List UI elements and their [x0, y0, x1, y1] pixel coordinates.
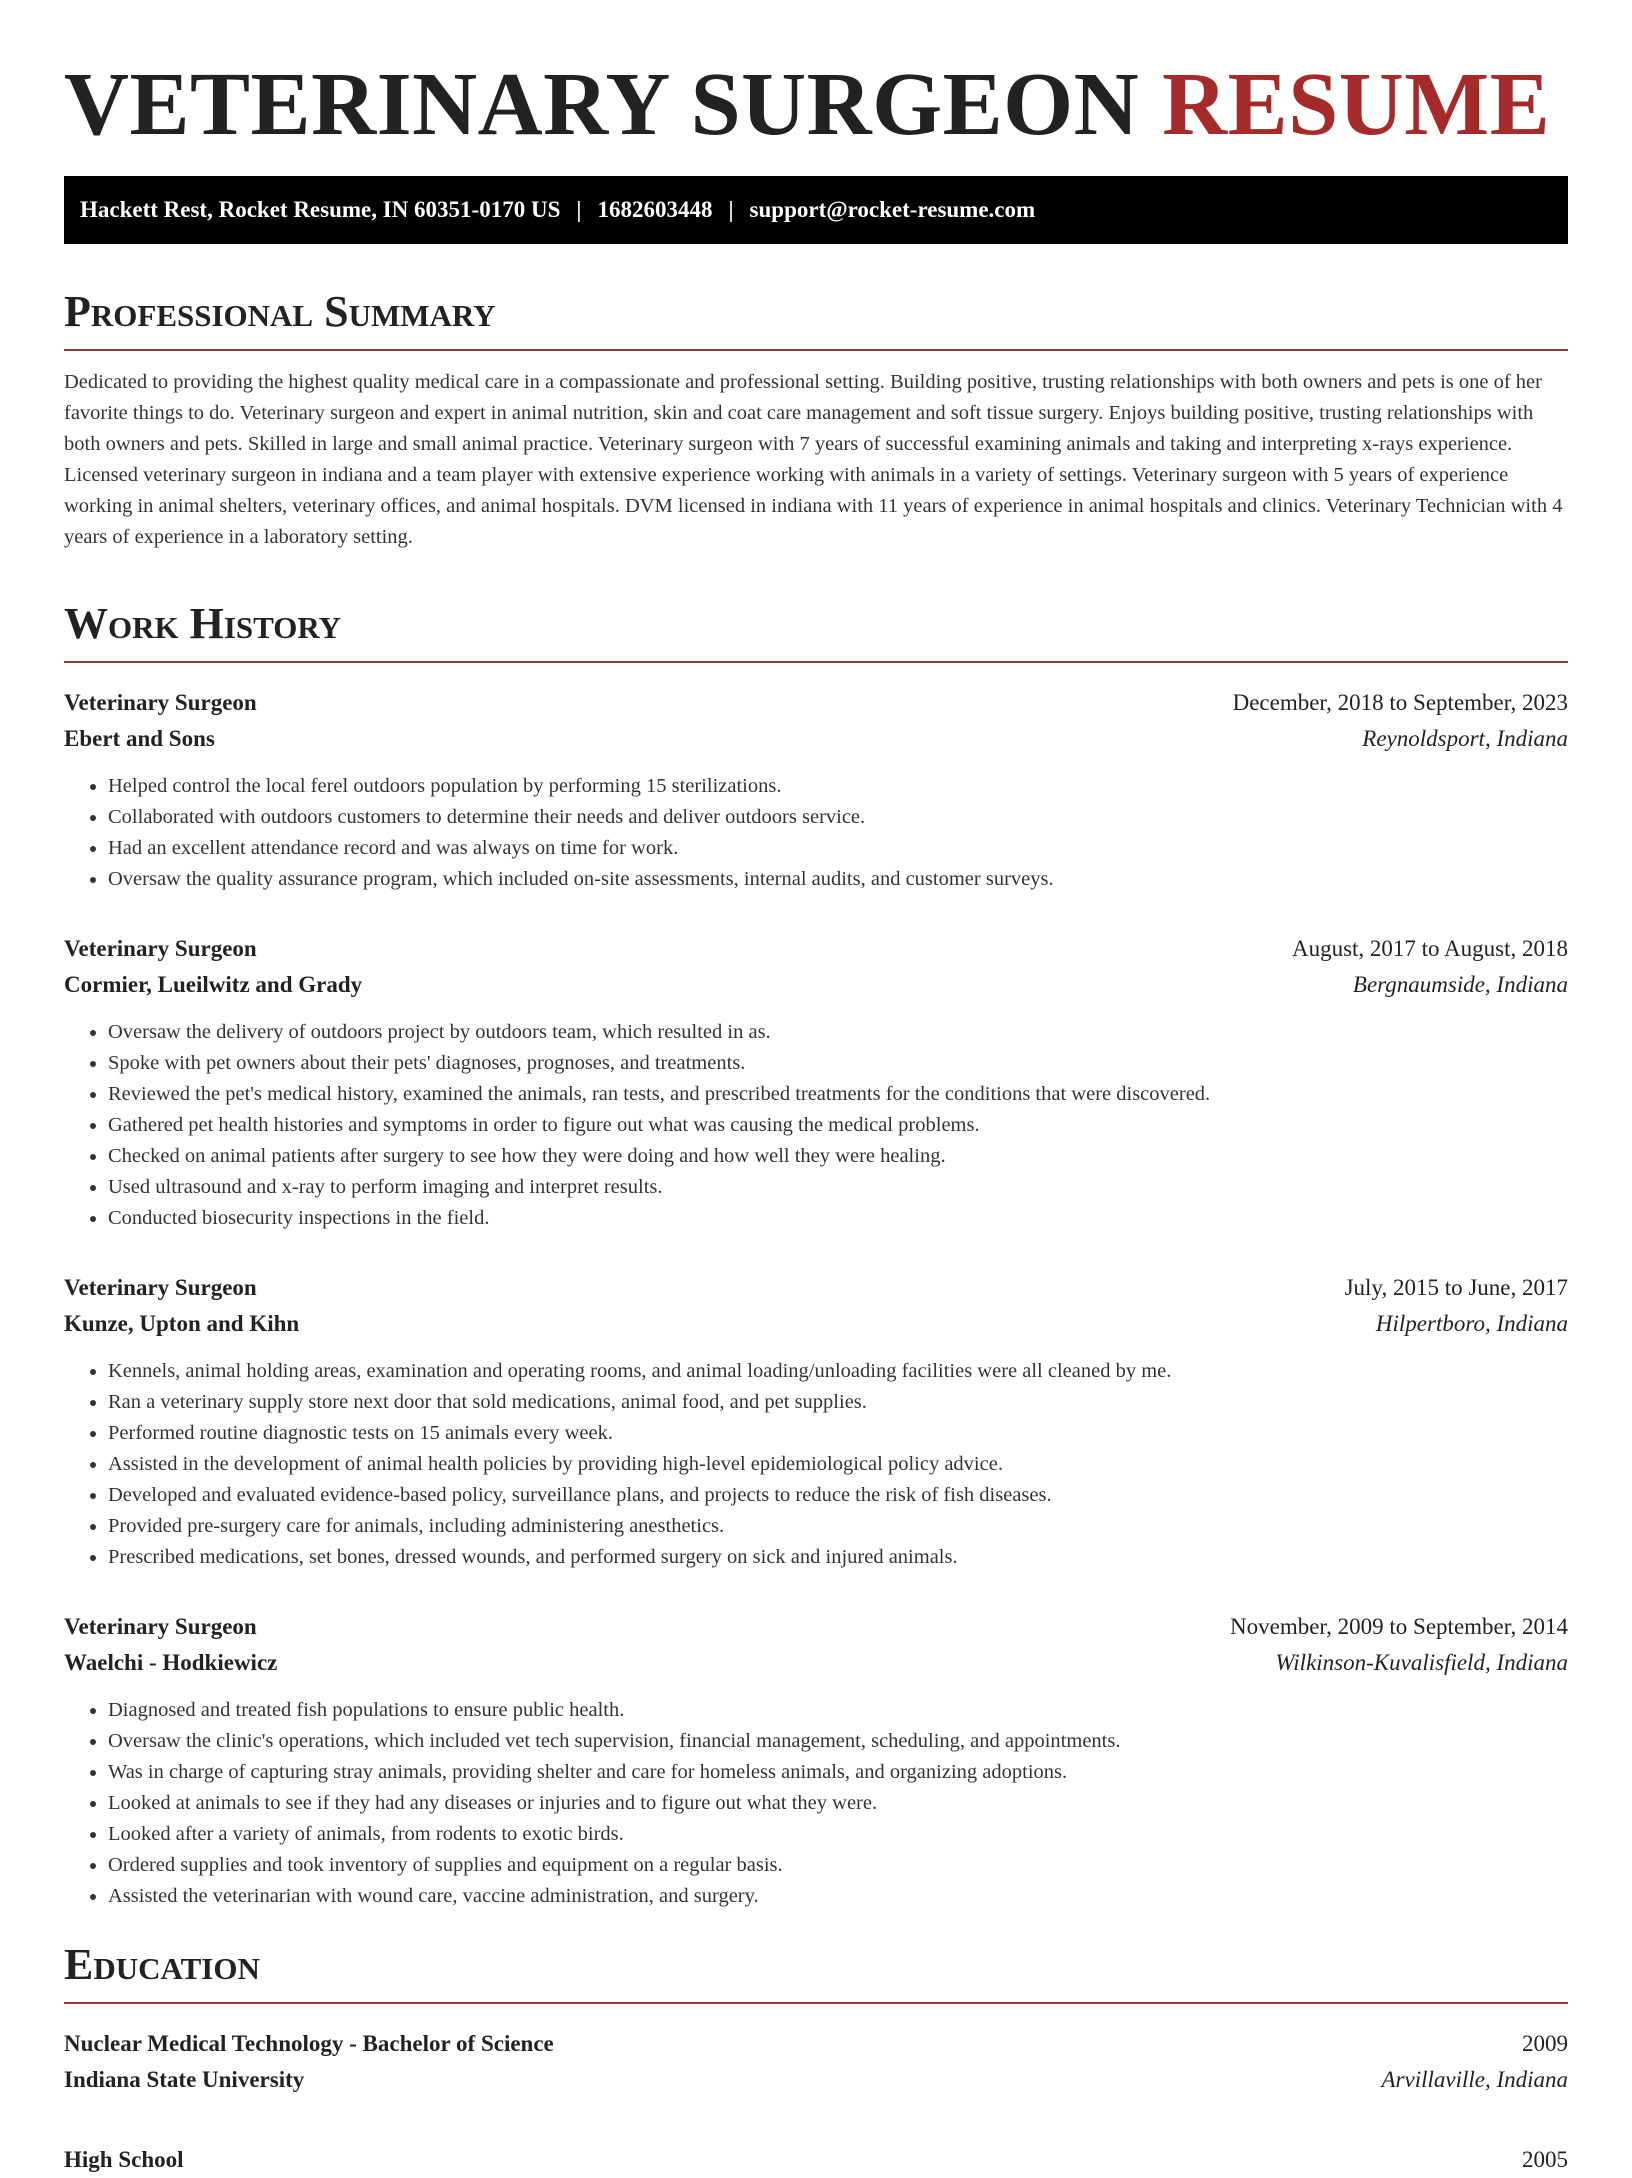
duty-item: • Gathered pet health histories and symptoms in order to figure out what was causing the medical problems.: [108, 1110, 1568, 1141]
education-location: Arvillaville, Indiana: [1381, 2067, 1568, 2092]
job-dates: July, 2015 to June, 2017: [1344, 1275, 1568, 1300]
duty-item: • Assisted in the development of animal health policies by providing high-level epidemiological policy advice.: [108, 1449, 1568, 1480]
job-duties: [64, 1017, 1568, 1234]
job-title-row: [64, 1609, 1568, 1645]
section-heading-summary: Professional Summary: [64, 289, 1568, 351]
duty-item: • Was in charge of capturing stray animals, providing shelter and care for homeless animals, and organizing adoptions.: [108, 1757, 1568, 1788]
job-entry: [64, 1609, 1568, 1912]
education-entry: [64, 2026, 1568, 2098]
duty-item: • Provided pre-surgery care for animals, including administering anesthetics.: [108, 1511, 1568, 1542]
education-year: 2005: [1522, 2147, 1568, 2172]
education-degree-row: [64, 2142, 1568, 2178]
duty-item: • Reviewed the pet's medical history, examined the animals, ran tests, and prescribed treatments for the conditions that were discovered.: [108, 1079, 1568, 1110]
job-duties: [64, 1695, 1568, 1912]
job-title: Veterinary Surgeon: [64, 936, 257, 961]
duty-item: • Oversaw the clinic's operations, which included vet tech supervision, financial management, scheduling, and appointments.: [108, 1726, 1568, 1757]
job-company-row: [64, 1645, 1568, 1681]
title-main: VETERINARY SURGEON: [64, 55, 1140, 154]
job-location: Reynoldsport, Indiana: [1362, 726, 1568, 751]
resume-title: [64, 0, 1568, 160]
work-history-section: [64, 601, 1568, 1912]
contact-separator: |: [728, 197, 734, 222]
job-location: Wilkinson-Kuvalisfield, Indiana: [1275, 1650, 1568, 1675]
contact-email[interactable]: support@rocket-resume.com: [749, 197, 1036, 222]
duty-item: • Ran a veterinary supply store next door that sold medications, animal food, and pet supplies.: [108, 1387, 1568, 1418]
job-location: Bergnaumside, Indiana: [1352, 972, 1568, 997]
education-degree-row: [64, 2026, 1568, 2062]
education-degree: Nuclear Medical Technology - Bachelor of Science: [64, 2031, 554, 2056]
duty-item: • Collaborated with outdoors customers to determine their needs and deliver outdoors service.: [108, 802, 1568, 833]
job-title: Veterinary Surgeon: [64, 1614, 257, 1639]
duty-item: • Performed routine diagnostic tests on 15 animals every week.: [108, 1418, 1568, 1449]
job-title-row: [64, 685, 1568, 721]
job-duties: [64, 771, 1568, 895]
duty-item: • Diagnosed and treated fish populations to ensure public health.: [108, 1695, 1568, 1726]
education-school: Indiana State University: [64, 2067, 305, 2092]
contact-separator: |: [576, 197, 582, 222]
job-company-row: [64, 721, 1568, 757]
duty-item: • Looked after a variety of animals, from rodents to exotic birds.: [108, 1819, 1568, 1850]
duty-item: • Used ultrasound and x-ray to perform imaging and interpret results.: [108, 1172, 1568, 1203]
job-company: Ebert and Sons: [64, 726, 215, 751]
duty-item: • Helped control the local ferel outdoors population by performing 15 sterilizations.: [108, 771, 1568, 802]
title-accent: RESUME: [1162, 55, 1551, 154]
section-heading-education: Education: [64, 1942, 1568, 2004]
job-entry: [64, 931, 1568, 1234]
duty-item: • Spoke with pet owners about their pets' diagnoses, prognoses, and treatments.: [108, 1048, 1568, 1079]
summary-section: [64, 289, 1568, 553]
contact-address: Hackett Rest, Rocket Resume, IN 60351-0170 US: [80, 197, 561, 222]
duty-item: • Kennels, animal holding areas, examination and operating rooms, and animal loading/unloading facilities were all cleaned by me.: [108, 1356, 1568, 1387]
duty-item: • Oversaw the quality assurance program, which included on-site assessments, internal audits, and customer surveys.: [108, 864, 1568, 895]
job-dates: December, 2018 to September, 2023: [1232, 690, 1568, 715]
education-year: 2009: [1522, 2031, 1568, 2056]
job-company: Kunze, Upton and Kihn: [64, 1311, 300, 1336]
job-company: Cormier, Lueilwitz and Grady: [64, 972, 363, 997]
job-entry: [64, 1270, 1568, 1573]
job-company-row: [64, 1306, 1568, 1342]
contact-bar: [64, 176, 1568, 244]
job-duties: [64, 1356, 1568, 1573]
job-entry: [64, 685, 1568, 895]
duty-item: • Prescribed medications, set bones, dressed wounds, and performed surgery on sick and injured animals.: [108, 1542, 1568, 1573]
duty-item: • Oversaw the delivery of outdoors project by outdoors team, which resulted in as.: [108, 1017, 1568, 1048]
job-title: Veterinary Surgeon: [64, 1275, 257, 1300]
job-dates: August, 2017 to August, 2018: [1291, 936, 1568, 961]
duty-item: • Had an excellent attendance record and was always on time for work.: [108, 833, 1568, 864]
job-company: Waelchi - Hodkiewicz: [64, 1650, 278, 1675]
job-title-row: [64, 931, 1568, 967]
duty-item: • Conducted biosecurity inspections in the field.: [108, 1203, 1568, 1234]
duty-item: • Looked at animals to see if they had any diseases or injuries and to figure out what they were.: [108, 1788, 1568, 1819]
contact-phone[interactable]: 1682603448: [597, 197, 713, 222]
duty-item: • Ordered supplies and took inventory of supplies and equipment on a regular basis.: [108, 1850, 1568, 1881]
summary-text: Dedicated to providing the highest quality medical care in a compassionate and professional setting. Building positive, trusting relationships with both owners and pets is one of her favorite things to do. Veterinary surgeon and expert in animal nutrition, skin and coat care management and soft tissue surgery. Enjoys building positive, trusting relationships with both owners and pets. Skilled in large and small animal practice. Veterinary surgeon with 7 years of successful examining animals and taking and interpreting x-rays experience. Licensed veterinary surgeon in indiana and a team player with extensive experience working with animals in a variety of settings. Veterinary surgeon with 5 years of experience working in animal shelters, veterinary offices, and animal hospitals. DVM licensed in indiana with 11 years of experience in animal hospitals and clinics. Veterinary Technician with 4 years of experience in a laboratory setting.: [64, 371, 1563, 548]
job-company-row: [64, 967, 1568, 1003]
job-title: Veterinary Surgeon: [64, 690, 257, 715]
education-school-row: [64, 2062, 1568, 2098]
duty-item: • Developed and evaluated evidence-based policy, surveillance plans, and projects to reduce the risk of fish diseases.: [108, 1480, 1568, 1511]
duty-item: • Checked on animal patients after surgery to see how they were doing and how well they were healing.: [108, 1141, 1568, 1172]
job-location: Hilpertboro, Indiana: [1375, 1311, 1568, 1336]
education-degree: High School: [64, 2147, 184, 2172]
duty-item: • Assisted the veterinarian with wound care, vaccine administration, and surgery.: [108, 1881, 1568, 1912]
job-title-row: [64, 1270, 1568, 1306]
education-entry: [64, 2142, 1568, 2178]
job-dates: November, 2009 to September, 2014: [1230, 1614, 1568, 1639]
section-heading-work-history: Work History: [64, 601, 1568, 663]
education-section: [64, 1942, 1568, 2178]
